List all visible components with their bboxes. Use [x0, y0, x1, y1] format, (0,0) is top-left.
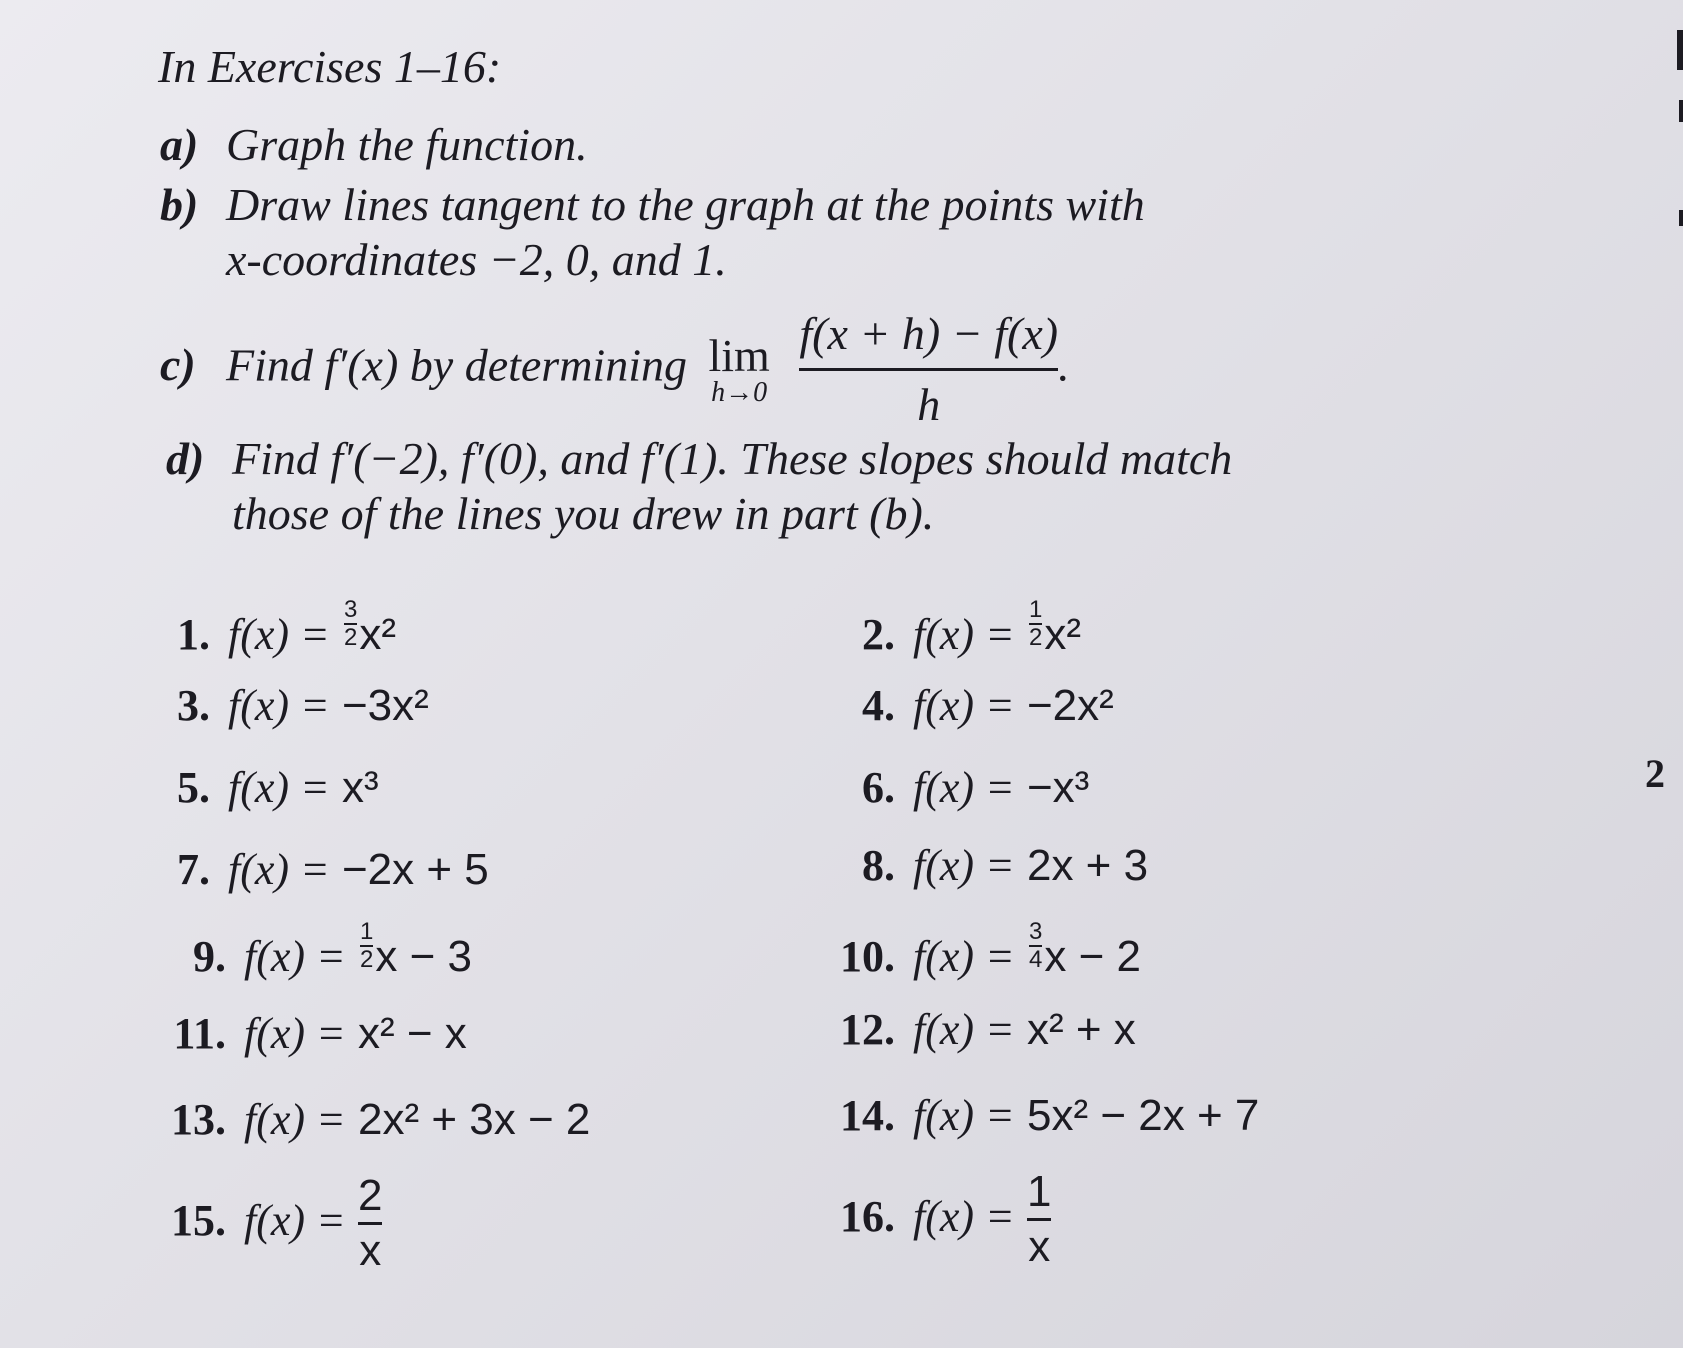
- function-expression: x² + x: [1026, 1005, 1136, 1054]
- fraction-denominator: 4: [1028, 946, 1043, 973]
- function-expression: x²: [359, 610, 396, 659]
- fraction-numerator: 1: [359, 918, 374, 945]
- exercise-number: 11.: [173, 1009, 226, 1058]
- function-label: f(x) =: [913, 681, 1015, 730]
- function-label: f(x) =: [244, 1196, 346, 1246]
- function-label: f(x) =: [244, 932, 346, 981]
- function-label: f(x) =: [913, 932, 1015, 981]
- exercise-12: [835, 1004, 1136, 1055]
- fraction-denominator: x: [359, 1226, 382, 1275]
- exercise-number: 13.: [171, 1095, 226, 1144]
- exercise-4: [835, 680, 1114, 731]
- exercise-number: 9.: [193, 932, 226, 981]
- limit-lim: lim: [708, 329, 770, 381]
- coefficient-fraction: [1029, 920, 1042, 972]
- exercise-number: 15.: [171, 1196, 226, 1246]
- limit-operator: [708, 329, 770, 408]
- exercise-11: [166, 1008, 467, 1059]
- difference-quotient: [799, 310, 1058, 430]
- difference-quotient-denominator: h: [917, 379, 941, 431]
- function-expression: −2x²: [1026, 681, 1114, 730]
- part-c: [160, 310, 1070, 430]
- part-b-text-line1: Draw lines tangent to the graph at the points with: [226, 179, 1145, 230]
- part-d-text-line2: those of the lines you drew in part (b).: [232, 488, 935, 539]
- part-b-text-line2: x-coordinates −2, 0, and 1.: [226, 234, 727, 285]
- function-label: f(x) =: [913, 1005, 1015, 1054]
- function-expression: x² − x: [357, 1009, 467, 1058]
- coefficient-fraction: [344, 598, 357, 650]
- margin-mark: [1677, 30, 1683, 70]
- exercise-3: [150, 680, 429, 731]
- coefficient-fraction: [360, 920, 373, 972]
- limit-subscript: h→0: [711, 376, 768, 408]
- function-label: f(x) =: [228, 610, 330, 659]
- fraction-numerator: 3: [343, 596, 358, 623]
- exercise-number: 1.: [177, 610, 210, 659]
- fraction-numerator: 2: [357, 1171, 383, 1220]
- function-label: f(x) =: [228, 845, 330, 894]
- function-expression: −x³: [1026, 763, 1090, 812]
- reciprocal-fraction: [357, 1171, 383, 1275]
- function-expression: 2x² + 3x − 2: [357, 1095, 591, 1144]
- coefficient-fraction: [1029, 598, 1042, 650]
- fraction-numerator: 1: [1028, 596, 1043, 623]
- function-expression: 5x² − 2x + 7: [1026, 1091, 1260, 1140]
- exercise-number: 12.: [840, 1005, 895, 1054]
- exercise-number: 8.: [862, 841, 895, 890]
- function-label: f(x) =: [244, 1009, 346, 1058]
- part-c-text: Find f′(x) by determining: [226, 339, 687, 391]
- fraction-bar: [799, 368, 1058, 371]
- fraction-denominator: 2: [343, 624, 358, 651]
- exercise-2: [835, 598, 1081, 660]
- part-b-label: b): [160, 179, 199, 230]
- margin-number: 2: [1645, 751, 1665, 796]
- function-expression: x³: [341, 763, 379, 812]
- function-expression: −2x + 5: [341, 845, 489, 894]
- fraction-bar: [358, 1222, 382, 1225]
- exercise-16: [835, 1167, 1052, 1271]
- function-expression: 2x + 3: [1026, 841, 1149, 890]
- exercise-number: 16.: [840, 1192, 895, 1242]
- exercise-8: [835, 840, 1148, 891]
- function-label: f(x) =: [228, 763, 330, 812]
- exercise-number: 6.: [862, 763, 895, 812]
- exercise-number: 4.: [862, 681, 895, 730]
- part-d: [166, 432, 1232, 540]
- function-expression: x²: [1044, 610, 1081, 659]
- part-a-label: a): [160, 119, 199, 170]
- exercise-5: [150, 762, 379, 813]
- part-d-text-line1: Find f′(−2), f′(0), and f′(1). These slopes should match: [232, 433, 1233, 484]
- function-label: f(x) =: [913, 1192, 1015, 1242]
- margin-mark: [1679, 100, 1683, 122]
- exercise-6: [835, 762, 1089, 813]
- exercise-14: [835, 1090, 1259, 1141]
- function-label: f(x) =: [913, 763, 1015, 812]
- function-label: f(x) =: [913, 610, 1015, 659]
- exercise-number: 5.: [177, 763, 210, 812]
- function-expression: −3x²: [341, 681, 429, 730]
- reciprocal-fraction: [1026, 1167, 1052, 1271]
- exercise-15: [166, 1171, 383, 1275]
- function-label: f(x) =: [228, 681, 330, 730]
- fraction-numerator: 1: [1026, 1167, 1052, 1216]
- difference-quotient-numerator: f(x + h) − f(x): [799, 308, 1059, 359]
- fraction-numerator: 3: [1028, 918, 1043, 945]
- exercise-10: [835, 920, 1141, 982]
- fraction-denominator: 2: [359, 946, 374, 973]
- exercise-1: [150, 598, 396, 660]
- part-c-end: .: [1058, 339, 1070, 391]
- part-d-label: d): [166, 433, 205, 484]
- part-b: [160, 178, 1145, 286]
- margin-mark: [1679, 210, 1683, 226]
- exercise-number: 10.: [840, 932, 895, 981]
- function-expression: x − 3: [375, 932, 472, 981]
- exercise-13: [166, 1094, 590, 1145]
- fraction-bar: [1027, 1218, 1051, 1221]
- part-a: [160, 118, 588, 171]
- part-a-text: Graph the function.: [226, 119, 588, 170]
- exercise-number: 14.: [840, 1091, 895, 1140]
- fraction-denominator: x: [1028, 1222, 1051, 1271]
- function-expression: x − 2: [1044, 932, 1141, 981]
- exercise-9: [166, 920, 472, 982]
- exercise-number: 7.: [177, 845, 210, 894]
- part-c-label: c): [160, 339, 196, 391]
- function-label: f(x) =: [244, 1095, 346, 1144]
- function-label: f(x) =: [913, 1091, 1015, 1140]
- function-label: f(x) =: [913, 841, 1015, 890]
- exercise-number: 2.: [862, 610, 895, 659]
- fraction-denominator: 2: [1028, 624, 1043, 651]
- exercise-7: [150, 844, 489, 895]
- exercises-heading: In Exercises 1–16:: [158, 41, 502, 92]
- exercise-number: 3.: [177, 681, 210, 730]
